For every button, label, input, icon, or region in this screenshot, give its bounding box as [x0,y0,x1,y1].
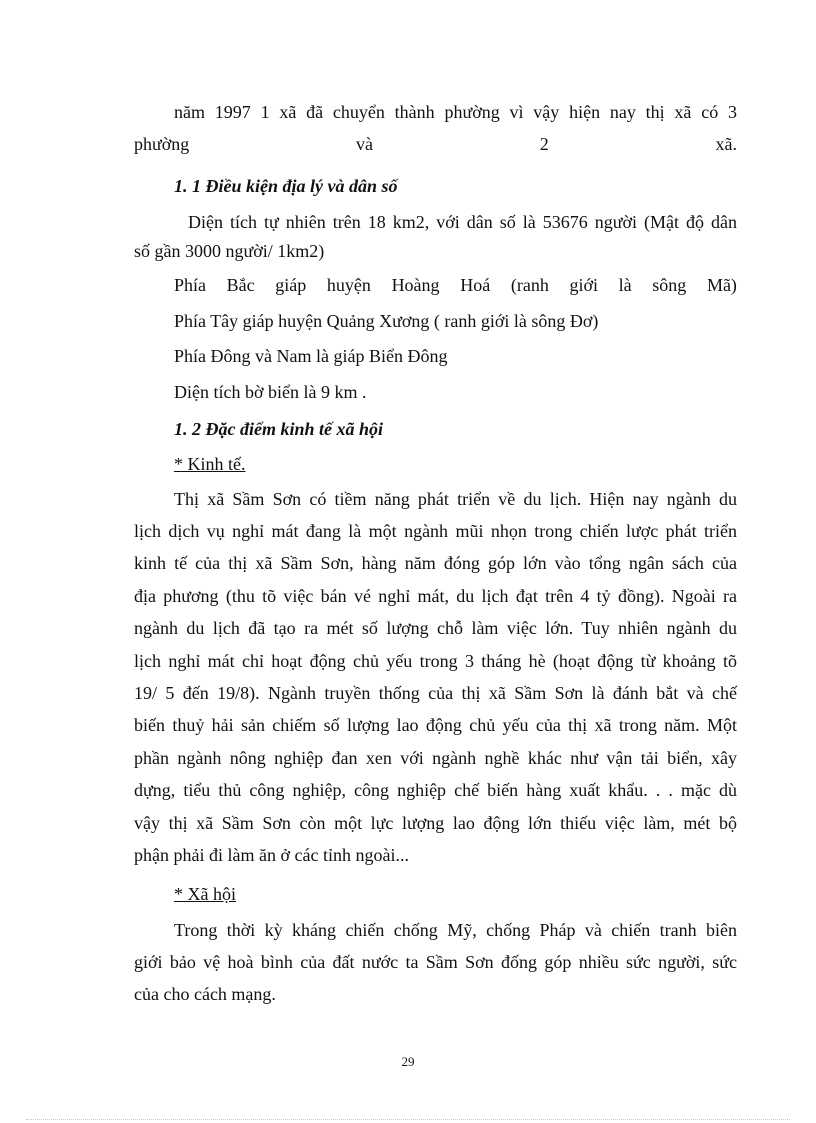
economy-subheading [174,453,737,475]
paragraph-line: dựng, tiểu thủ công nghiệp, công nghiệp chế biến hàng xuất khẩu. . . mặc dù [134,780,737,800]
word: (ranh [510,275,549,295]
word: Hoàng [391,275,440,295]
coastline: Diện tích bờ biển là 9 km . [174,382,367,402]
paragraph-line: 19/ 5 đến 19/8). Ngành truyền thống của thị xã Sầm Sơn là đánh bắt và chế [134,683,737,703]
intro-line-1 [174,101,737,123]
word: giới [569,275,598,295]
word: Phía [174,275,207,295]
section-heading-economy-society: 1. 2 Đặc điểm kinh tế xã hội [174,419,384,439]
word: huyện [326,275,371,295]
intro-line-1-text: năm 1997 1 xã đã chuyển thành phường vì vậy hiện nay thị xã có 3 [174,102,737,122]
word: Hoá [460,275,491,295]
paragraph-line: kinh tế của thị xã Sầm Sơn, hàng năm đóng góp lớn vào tổng ngân sách của [134,553,737,573]
word: là [618,275,632,295]
word: Mã) [706,275,737,295]
paragraph-line: địa phương (thu tõ việc bán vé nghỉ mát, du lịch đạt trên 4 tỷ đồng). Ngoài ra [134,586,737,606]
area-line-1: Diện tích tự nhiên trên 18 km2, với dân số là 53676 người (Mật độ dân [188,212,737,232]
society-label: * Xã hội [174,884,236,904]
paragraph-line: Thị xã Sầm Sơn có tiềm năng phát triển về du lịch. Hiện nay ngành du [174,489,737,509]
section-heading-geography: 1. 1 Điều kiện địa lý và dân số [174,176,398,196]
word: sông [652,275,687,295]
society-subheading [174,883,737,905]
paragraph-line: phần ngành nông nghiệp đan xen với ngành nghề khác như vận tải biển, xây [134,748,737,768]
word: 2 [539,134,549,154]
economy-label: * Kinh tế. [174,454,246,474]
paragraph-line: giới bảo vệ hoà bình của đất nước ta Sầm Sơn đống góp nhiều sức người, sức [134,952,737,972]
word: phường [134,134,190,154]
paragraph-line: vậy thị xã Sầm Sơn còn một lực lượng lao động lớn thiếu việc làm, mét bộ [134,813,737,833]
word: và [356,134,374,154]
word: Bắc [226,275,255,295]
paragraph-line: phận phải đi làm ăn ở các tỉnh ngoài... [134,845,409,865]
page-bottom-divider [26,1119,790,1120]
border-west: Phía Tây giáp huyện Quảng Xương ( ranh giới là sông Đơ) [174,311,599,331]
page-number: 29 [401,1054,415,1069]
border-north [174,274,737,296]
intro-line-2 [134,133,737,155]
word: xã. [715,134,737,154]
paragraph-line: Trong thời kỳ kháng chiến chống Mỹ, chống Pháp và chiến tranh biên [174,920,737,940]
border-east: Phía Đông và Nam là giáp Biển Đông [174,346,448,366]
paragraph-line: lịch dịch vụ nghỉ mát đang là một ngành mũi nhọn trong chiến lược phát triển [134,521,737,541]
paragraph-line: ngành du lịch đã tạo ra mét số lượng chỗ làm việc lớn. Tuy nhiên ngành du [134,618,737,638]
paragraph-line: biến thuỷ hải sản chiếm số lượng lao động chủ yếu của thị xã trong năm. Một [134,715,737,735]
paragraph-line: của cho cách mạng. [134,984,276,1004]
area-line-2: số gần 3000 người/ 1km2) [134,241,325,261]
paragraph-line: lịch nghỉ mát chỉ hoạt động chủ yếu trong 3 tháng hè (hoạt động từ khoảng tõ [134,651,737,671]
word: giáp [275,275,307,295]
